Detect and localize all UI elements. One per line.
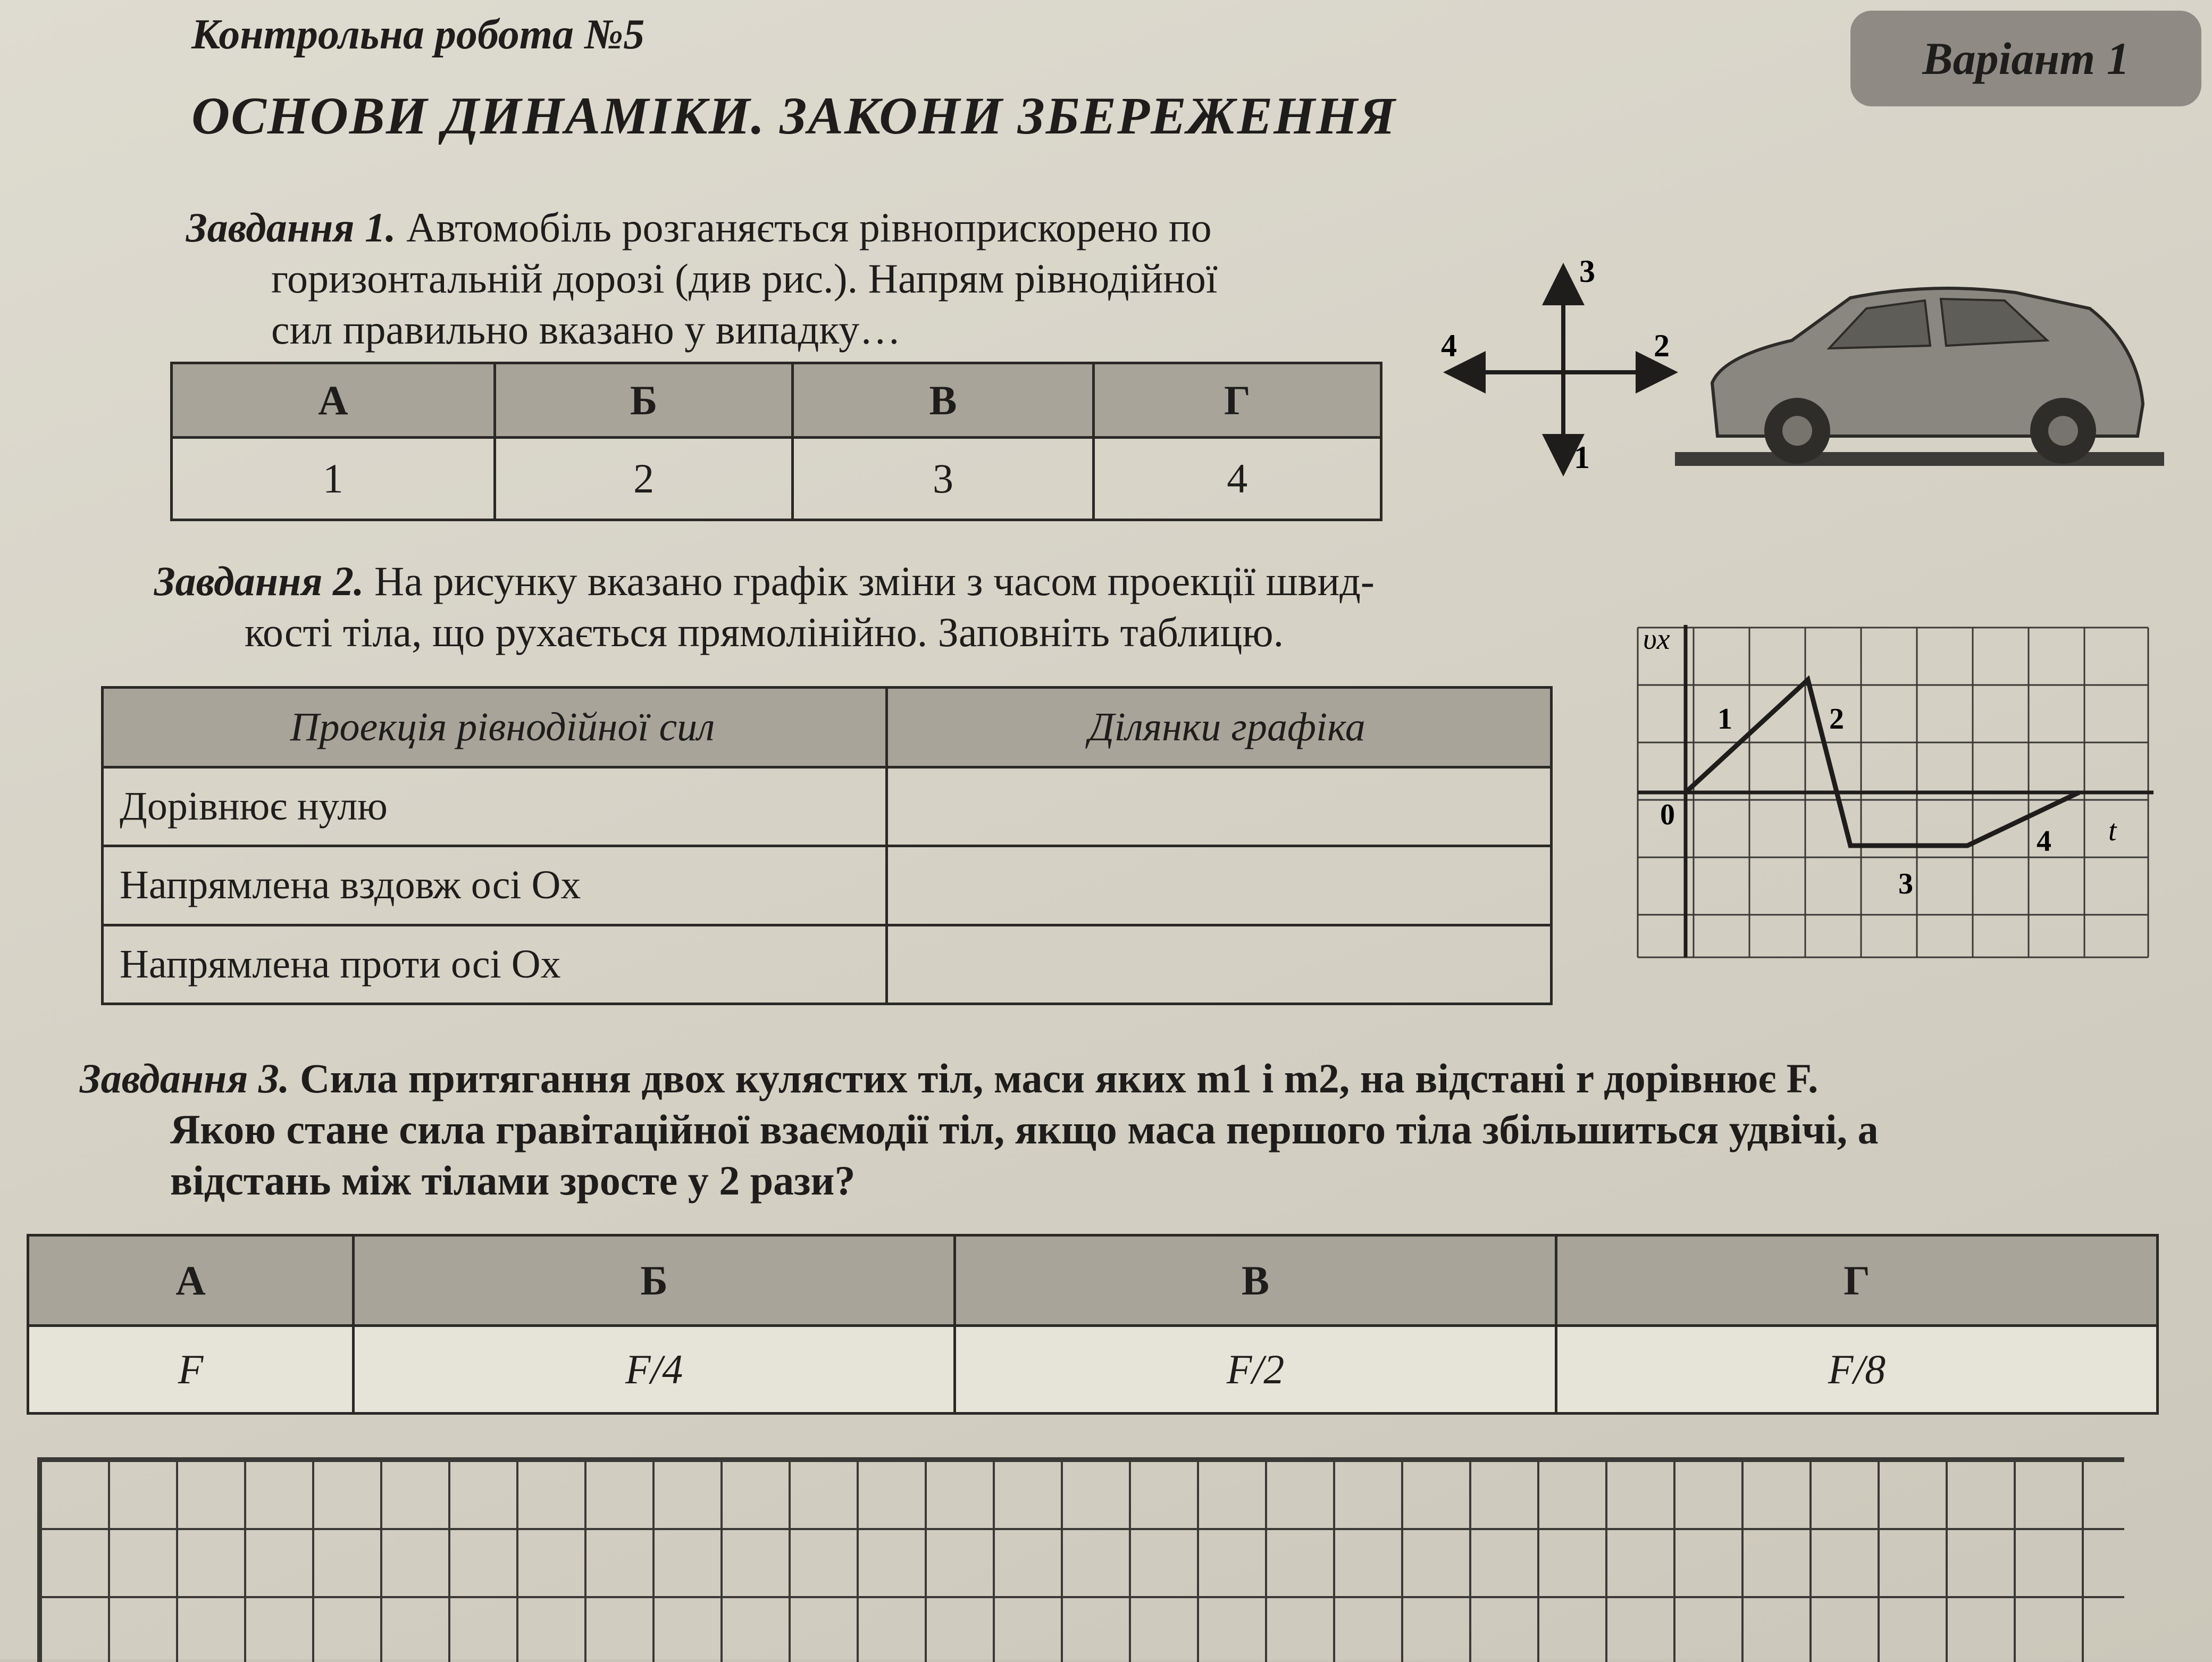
task2-answer-zero[interactable] xyxy=(887,767,1552,846)
task3-answer-v: F/2 xyxy=(955,1326,1556,1414)
variant-badge: Варіант 1 xyxy=(1850,11,2201,106)
task2-row-against: Напрямлена проти осі Ox xyxy=(103,925,887,1004)
graph-x-label: t xyxy=(2108,814,2117,847)
segment-label-2: 2 xyxy=(1829,703,1844,736)
task2-label: Завдання 2. xyxy=(154,558,364,604)
task2-header-projection: Проекція рівнодійної сил xyxy=(103,688,887,767)
arrow-label-3: 3 xyxy=(1579,255,1595,289)
car-front-hub-icon xyxy=(1782,416,1812,446)
task2-line-2: кості тіла, що рухається прямолінійно. Заповніть таблицю. xyxy=(245,609,1284,655)
answer-grid-area[interactable] xyxy=(37,1457,2124,1662)
task3-answer-a: F xyxy=(28,1326,354,1414)
task2-header-segments: Ділянки графіка xyxy=(887,688,1552,767)
task1-line-1: Автомобіль розганяється рівноприскорено по xyxy=(406,204,1212,250)
car-illustration xyxy=(1675,277,2164,489)
road-icon xyxy=(1675,452,2164,466)
task3-answer-table xyxy=(27,1234,2159,1415)
task2-line-1: На рисунку вказано графік зміни з часом проекції швид- xyxy=(374,558,1375,604)
task3-option-v: В xyxy=(955,1235,1556,1326)
task1-line-3: сил правильно вказано у випадку… xyxy=(271,306,901,353)
task1-line-2: горизонтальній дорозі (див рис.). Напрям рівнодійної xyxy=(271,255,1218,302)
task3-option-b: Б xyxy=(354,1235,955,1326)
task3-option-a: А xyxy=(28,1235,354,1326)
task1-answer-a: 1 xyxy=(172,438,495,520)
graph-origin-label: 0 xyxy=(1660,798,1675,831)
task2-answer-along[interactable] xyxy=(887,846,1552,925)
task1-option-g: Г xyxy=(1093,363,1381,438)
task1-option-v: В xyxy=(793,363,1093,438)
task1-option-a: А xyxy=(172,363,495,438)
task3-label: Завдання 3. xyxy=(80,1055,290,1101)
subject-title: ОСНОВИ ДИНАМІКИ. ЗАКОНИ ЗБЕРЕЖЕННЯ xyxy=(191,86,1396,145)
task1-answer-v: 3 xyxy=(793,438,1093,520)
segment-label-4: 4 xyxy=(2037,825,2051,858)
task3-answer-b: F/4 xyxy=(354,1326,955,1414)
task3-answer-g: F/8 xyxy=(1556,1326,2158,1414)
segment-label-3: 3 xyxy=(1898,867,1913,900)
task1-answer-b: 2 xyxy=(495,438,793,520)
task2-text xyxy=(154,556,1590,658)
task2-row-zero: Дорівнює нулю xyxy=(103,767,887,846)
segment-label-1: 1 xyxy=(1717,703,1732,736)
task2-answer-table xyxy=(101,686,1553,1005)
task1-answer-g: 4 xyxy=(1093,438,1381,520)
velocity-line xyxy=(1686,680,2079,846)
task3-line-3: відстань між тілами зросте у 2 рази? xyxy=(170,1157,856,1204)
task1-text xyxy=(186,202,1398,355)
task3-text xyxy=(80,1053,2180,1206)
arrow-label-4: 4 xyxy=(1441,328,1457,363)
car-rear-hub-icon xyxy=(2048,416,2078,446)
velocity-graph xyxy=(1627,617,2159,968)
task3-option-g: Г xyxy=(1556,1235,2158,1326)
arrow-label-2: 2 xyxy=(1654,328,1670,363)
task1-option-b: Б xyxy=(495,363,793,438)
task3-line-1: Сила притягання двох кулястих тіл, маси яких m1 і m2, на відстані r дорівнює F. xyxy=(300,1055,1819,1101)
task3-line-2: Якою стане сила гравітаційної взаємодії тіл, якщо маса першого тіла збільшиться удвічі, а xyxy=(170,1106,1879,1152)
task1-label: Завдання 1. xyxy=(186,204,396,250)
task1-answer-table xyxy=(170,362,1382,521)
task2-row-along: Напрямлена вздовж осі Ox xyxy=(103,846,887,925)
work-title: Контрольна робота №5 xyxy=(191,11,645,58)
task2-answer-against[interactable] xyxy=(887,925,1552,1004)
force-arrows-diagram xyxy=(1436,255,1691,489)
graph-y-label: υx xyxy=(1643,623,1670,656)
arrow-label-1: 1 xyxy=(1574,440,1590,475)
